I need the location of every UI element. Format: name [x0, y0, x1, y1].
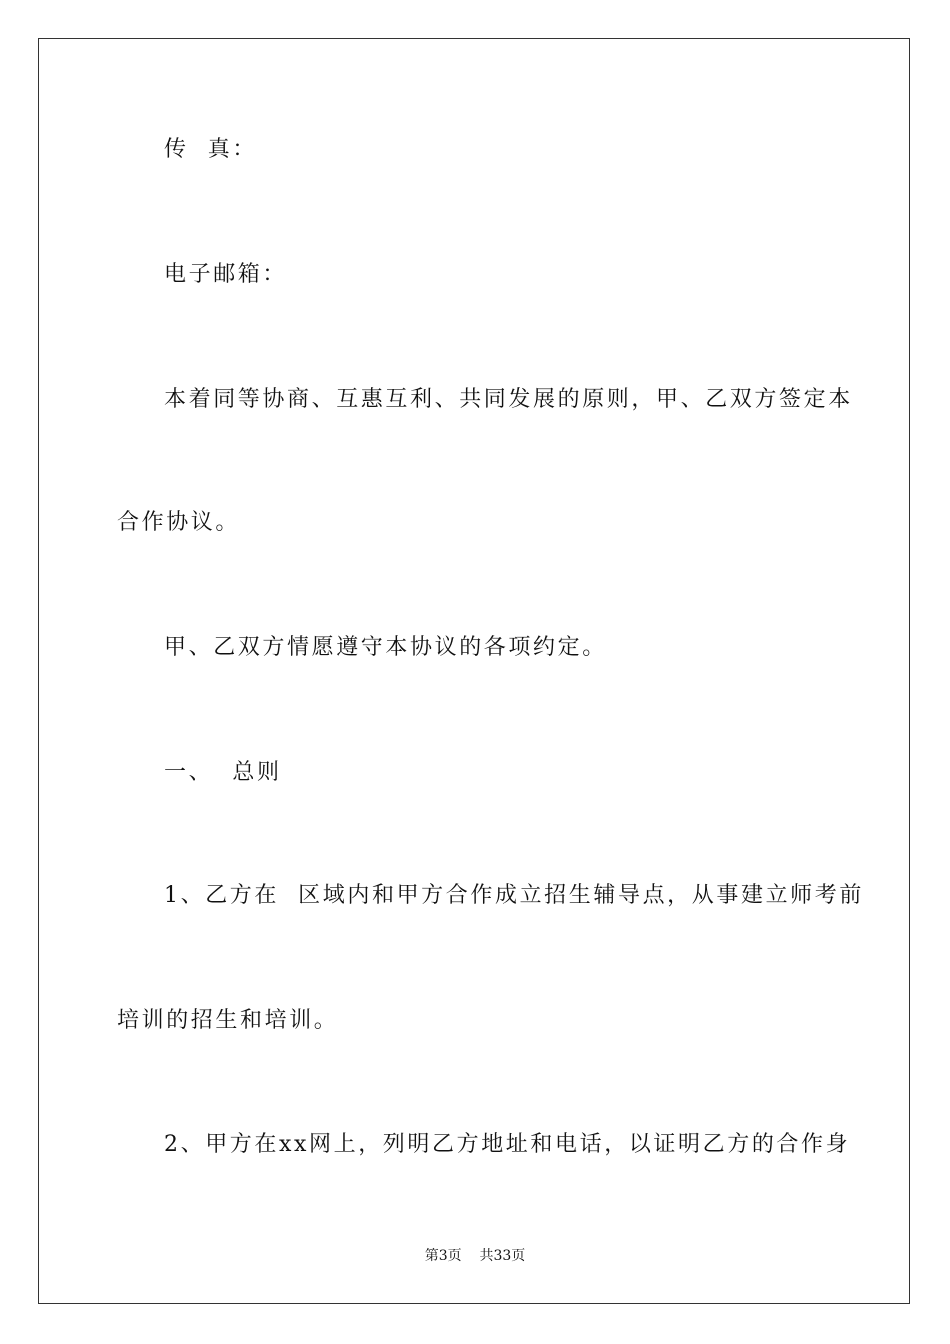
paragraph-line: 甲、乙双方情愿遵守本协议的各项约定。	[164, 635, 607, 660]
page-footer	[0, 1247, 950, 1265]
paragraph-line: 培训的招生和培训。	[117, 1008, 339, 1033]
page-number: 第3页	[424, 1248, 462, 1264]
paragraph-line: 本着同等协商、互惠互利、共同发展的原则，甲、乙双方签定本	[164, 387, 853, 412]
page-border	[38, 38, 910, 1304]
paragraph-line: 合作协议。	[117, 510, 241, 535]
email-label: 电子邮箱：	[164, 262, 288, 287]
paragraph-line: 2、甲方在xx网上，列明乙方地址和电话，以证明乙方的合作身	[164, 1132, 851, 1157]
page-total: 共33页	[479, 1248, 526, 1264]
section-heading: 一、 总则	[164, 760, 282, 785]
fax-label: 传 真：	[164, 137, 257, 162]
paragraph-line: 1、乙方在 区域内和甲方合作成立招生辅导点，从事建立师考前	[164, 883, 864, 908]
